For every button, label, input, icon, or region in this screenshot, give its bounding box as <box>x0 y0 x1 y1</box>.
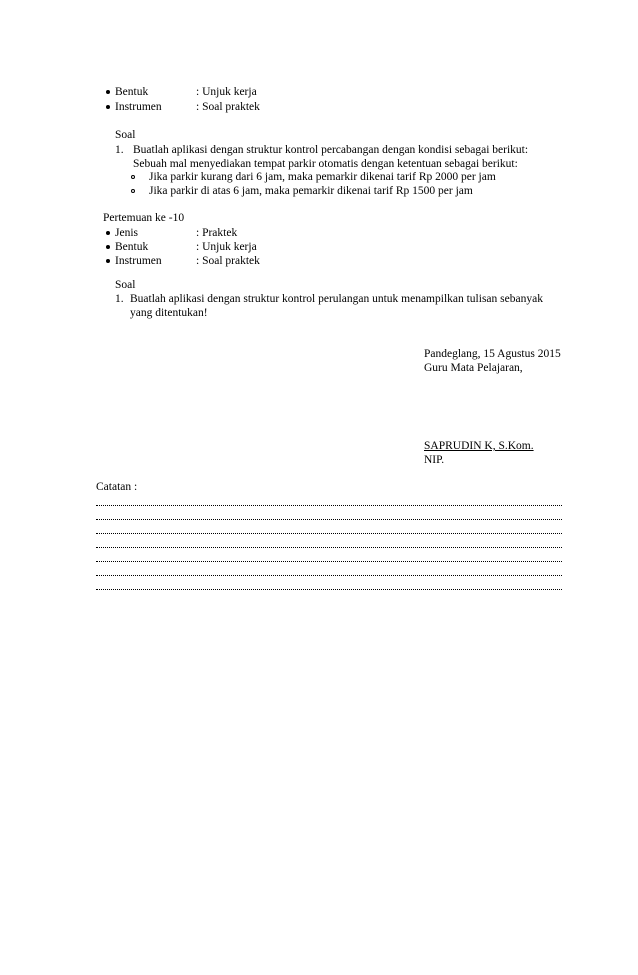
question-text-cont: Sebuah mal menyediakan tempat parkir otomatis dengan ketentuan sebagai berikut: <box>133 158 518 170</box>
row-label-jenis: Jenis <box>115 227 138 239</box>
section-title: Pertemuan ke -10 <box>103 212 185 224</box>
sub-item-2: Jika parkir di atas 6 jam, maka pemarkir dikenai tarif Rp 1500 per jam <box>149 185 473 197</box>
sub-item-1: Jika parkir kurang dari 6 jam, maka pemarkir dikenai tarif Rp 2000 per jam <box>149 171 496 183</box>
bullet <box>106 259 110 263</box>
row-label-bentuk: Bentuk <box>115 241 149 253</box>
sub-bullet <box>131 175 135 179</box>
row-label-instrumen: Instrumen <box>115 255 162 267</box>
question-text-cont: yang ditentukan! <box>130 307 208 319</box>
place-date: Pandeglang, 15 Agustus 2015 <box>424 348 561 360</box>
bullet <box>106 90 110 94</box>
soal-label: Soal <box>115 129 136 141</box>
question-text: Buatlah aplikasi dengan struktur kontrol perulangan untuk menampilkan tulisan sebanyak <box>130 293 543 305</box>
row-value-instrumen: : Soal praktek <box>196 101 260 113</box>
notes-line <box>96 589 562 590</box>
signer-nip: NIP. <box>424 454 445 466</box>
bullet <box>106 231 110 235</box>
row-label-bentuk: Bentuk <box>115 86 149 98</box>
row-value-bentuk: : Unjuk kerja <box>196 86 257 98</box>
soal-label: Soal <box>115 279 136 291</box>
bullet <box>106 245 110 249</box>
notes-label: Catatan : <box>96 481 138 493</box>
row-value-instrumen: : Soal praktek <box>196 255 260 267</box>
question-number: 1. <box>115 144 124 156</box>
notes-line <box>96 519 562 520</box>
notes-line <box>96 547 562 548</box>
question-text: Buatlah aplikasi dengan struktur kontrol percabangan dengan kondisi sebagai berikut: <box>133 144 529 156</box>
notes-line <box>96 561 562 562</box>
row-label-instrumen: Instrumen <box>115 101 162 113</box>
notes-line <box>96 533 562 534</box>
notes-line <box>96 505 562 506</box>
question-number: 1. <box>115 293 124 305</box>
notes-line <box>96 575 562 576</box>
sub-bullet <box>131 189 135 193</box>
row-value-bentuk: : Unjuk kerja <box>196 241 257 253</box>
signer-name: SAPRUDIN K, S.Kom. <box>424 440 534 452</box>
row-value-jenis: : Praktek <box>196 227 238 239</box>
bullet <box>106 105 110 109</box>
signer-role: Guru Mata Pelajaran, <box>424 362 523 374</box>
